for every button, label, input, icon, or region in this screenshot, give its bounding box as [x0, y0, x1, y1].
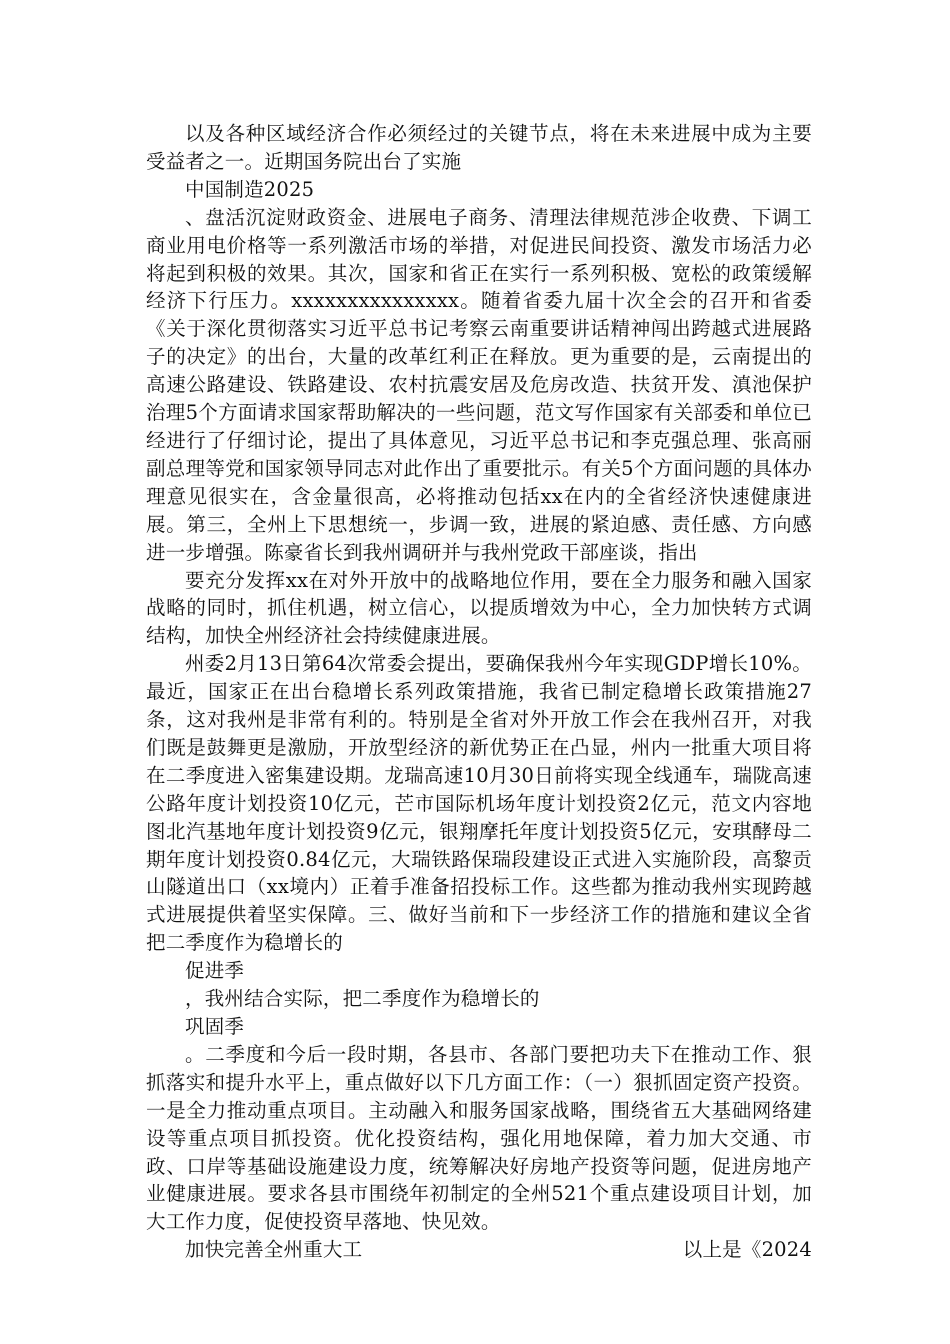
paragraph-made-in-china: 中国制造2025 [185, 177, 315, 201]
document-body [146, 120, 812, 1264]
paragraph-opening: 要充分发挥xx在对外开放中的战略地位作用，要在全力服务和融入国家战略的同时，抓住机遇，树立信心，以提质增效为中心，全力加快转方式调结构，加快全州经济社会持续健康进展。 [146, 568, 812, 648]
paragraph-consolidation-season: 巩固季 [185, 1015, 245, 1038]
paragraph-investment: 。二季度和今后一段时期，各县市、各部门要把功夫下在推动工作、狠抓落实和提升水平上，重点做好以下几方面工作：（一）狠抓固定资产投资。一是全力推动重点项目。主动融入和服务国家战略，围绕省五大基础网络建设等重点项目抓投资。优化投资结构，强化用地保障，着力加大交通、市政、口岸等基础设施建设力度，统筹解决好房地产投资等问题，促进房地产业健康进展。要求各县市围绕年初制定的全州521个重点建设项目计划，加大工作力度，促使投资早落地、快见效。 [146, 1042, 812, 1234]
paragraph-gdp: 州委2月13日第64次常委会提出，要确保我州今年实现GDP增长10%。最近，国家正在出台稳增长系列政策措施，我省已制定稳增长政策措施27条，这对我州是非常有利的。特别是全省对外开放工作会在我州召开，对我们既是鼓舞更是激励，开放型经济的新优势正在凸显，州内一批重大项目将在二季度进入密集建设期。龙瑞高速10月30日前将实现全线通车，瑞陇高速公路年度计划投资10亿元，芒市国际机场年度计划投资2亿元，范文内容地图北汽基地年度计划投资9亿元，银翔摩托年度计划投资5亿元，安琪酵母二期年度计划投资0.84亿元，大瑞铁路保瑞段建设正式进入实施阶段，高黎贡山隧道出口（xx境内）正着手准备招投标工作。这些都为推动我州实现跨越式进展提供着坚实保障。三、做好当前和下一步经济工作的措施和建议全省把二季度作为稳增长的 [146, 652, 812, 955]
final-line-right: 以上是《2024 [682, 1238, 812, 1262]
final-line-left: 加快完善全州重大工 [185, 1238, 363, 1262]
paragraph-policy: 、盘活沉淀财政资金、进展电子商务、清理法律规范涉企收费、下调工商业用电价格等一系列激活市场的举措，对促进民间投资、激发市场活力必将起到积极的效果。其次，国家和省正在实行一系列积极、宽松的政策缓解经济下行压力。xxxxxxxxxxxxxxx。随着省委九届十次全会的召开和省委《关于深化贯彻落实习近平总书记考察云南重要讲话精神闯出跨越式进展路子的决定》的出台，大量的改革红利正在释放。更为重要的是，云南提出的高速公路建设、铁路建设、农村抗震安居及危房改造、扶贫开发、滇池保护治理5个方面请求国家帮助解决的一些问题，范文写作国家有关部委和单位已经进行了仔细讨论，提出了具体意见，习近平总书记和李克强总理、张高丽副总理等党和国家领导同志对此作出了重要批示。有关5个方面问题的具体办理意见很实在，含金量很高，必将推动包括xx在内的全省经济快速健康进展。第三，全州上下思想统一，步调一致，进展的紧迫感、责任感、方向感进一步增强。陈豪省长到我州调研并与我州党政干部座谈，指出 [146, 205, 812, 564]
paragraph-intro: 以及各种区域经济合作必须经过的关键节点，将在未来进展中成为主要受益者之一。近期国务院出台了实施 [146, 122, 812, 173]
paragraph-combine: ，我州结合实际，把二季度作为稳增长的 [185, 987, 540, 1011]
paragraph-final-line [146, 1236, 812, 1264]
paragraph-promotion-season: 促进季 [185, 959, 245, 983]
